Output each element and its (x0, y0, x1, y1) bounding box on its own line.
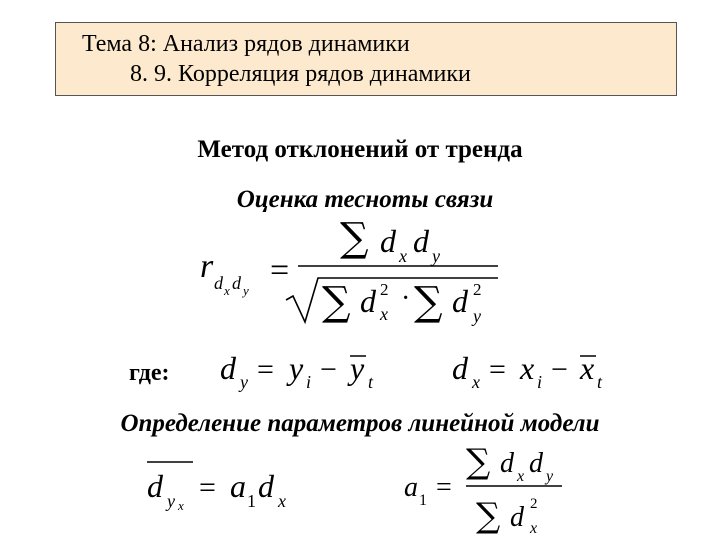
svg-text:=: = (436, 472, 452, 503)
svg-text:d: d (413, 223, 429, 259)
svg-text:x: x (278, 491, 286, 511)
topic-title: Тема 8: Анализ рядов динамики (82, 31, 410, 57)
svg-text:x: x (530, 520, 538, 537)
params-heading: Определение параметров линейной модели (120, 410, 600, 437)
svg-text:2: 2 (530, 496, 538, 512)
method-heading: Метод отклонений от тренда (197, 136, 523, 163)
svg-text:x: x (472, 372, 480, 392)
svg-text:y: y (240, 372, 248, 392)
svg-text:∑: ∑ (322, 279, 351, 325)
where-label: где: (129, 360, 170, 386)
svg-text:i: i (306, 372, 312, 392)
svg-text:d: d (214, 273, 223, 293)
svg-text:∑: ∑ (466, 442, 491, 482)
svg-text:·: · (401, 283, 411, 314)
subtopic-title: 8. 9. Корреляция рядов динамики (130, 61, 471, 87)
svg-text:2: 2 (473, 280, 482, 299)
svg-text:x: x (399, 246, 407, 266)
svg-text:d: d (510, 502, 524, 533)
svg-text:y: y (473, 306, 481, 326)
svg-text:i: i (537, 372, 543, 392)
svg-text:d: d (258, 468, 274, 504)
svg-text:d: d (529, 448, 543, 479)
svg-text:x: x (520, 350, 535, 386)
svg-text:x: x (224, 283, 230, 298)
svg-text:=: = (257, 353, 274, 386)
svg-text:=: = (489, 353, 506, 386)
estimate-heading: Оценка тесноты связи (236, 186, 494, 213)
svg-text:a: a (404, 472, 418, 503)
svg-text:∑: ∑ (414, 279, 443, 325)
svg-text:t: t (597, 372, 603, 392)
svg-text:d: d (452, 350, 468, 386)
svg-text:x: x (517, 468, 525, 485)
svg-text:1: 1 (247, 491, 256, 511)
svg-text:y: y (546, 468, 554, 485)
svg-text:d: d (220, 350, 236, 386)
svg-text:∑: ∑ (340, 215, 369, 261)
svg-text:d: d (380, 223, 396, 259)
svg-text:x: x (178, 498, 184, 513)
svg-text:1: 1 (419, 492, 427, 509)
svg-text:d: d (452, 283, 468, 319)
svg-text:x: x (380, 304, 388, 324)
svg-text:−: − (320, 353, 337, 386)
svg-text:x: x (580, 350, 595, 386)
svg-text:y: y (243, 283, 249, 298)
svg-text:=: = (270, 252, 290, 289)
svg-text:d: d (360, 283, 376, 319)
svg-text:y: y (350, 350, 365, 386)
svg-text:d: d (147, 468, 163, 504)
svg-text:y: y (167, 491, 175, 511)
svg-text:y: y (432, 246, 440, 266)
svg-text:∑: ∑ (476, 496, 501, 536)
svg-text:d: d (232, 273, 241, 293)
svg-text:d: d (500, 448, 514, 479)
svg-text:a: a (230, 468, 246, 504)
svg-text:y: y (289, 350, 304, 386)
svg-text:2: 2 (380, 280, 389, 299)
svg-text:−: − (551, 353, 568, 386)
svg-text:t: t (368, 372, 374, 392)
svg-text:=: = (199, 471, 216, 504)
svg-text:r: r (200, 248, 214, 285)
